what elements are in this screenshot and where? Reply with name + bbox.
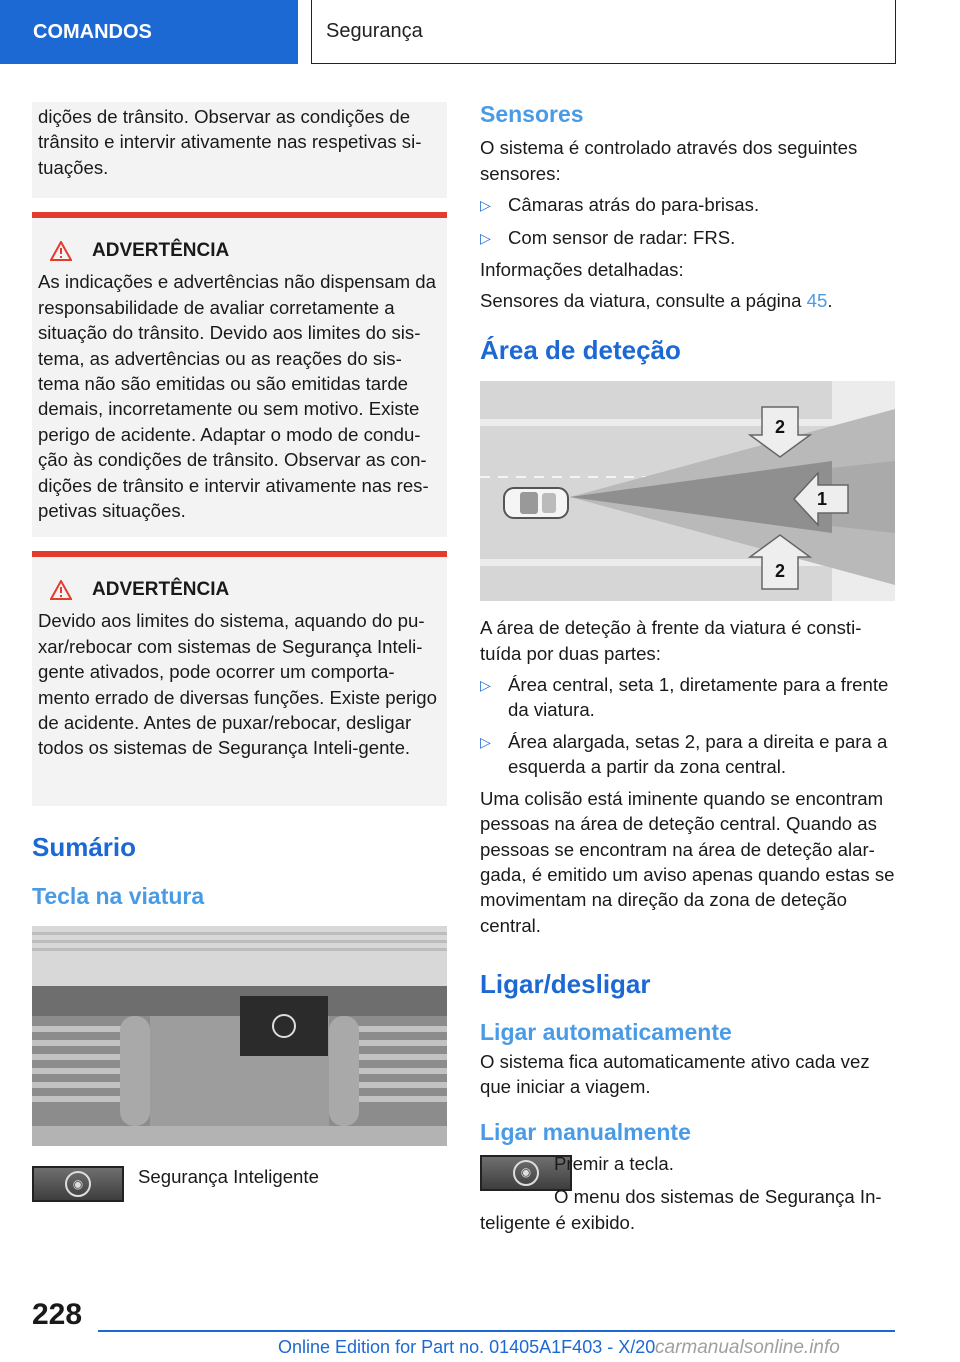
sensors-intro: O sistema é controlado através dos seguintes sensores:	[480, 137, 858, 184]
warning-title: ADVERTÊNCIA	[38, 577, 437, 602]
details-ref: Sensores da viatura, consulte a página 45.	[480, 290, 833, 312]
dashboard-illustration	[32, 926, 447, 1146]
warning-text: Devido aos limites do sistema, aquando do pu-xar/rebocar com sistemas de Segurança Inteli-gente ativados, pode ocorrer um comporta-mento errado de diversas funções. Existe perigo de acidente. Antes de puxar/rebocar, desligar todos os sistemas de Segurança Inteli-gente.	[38, 610, 437, 759]
footer-divider	[98, 1330, 895, 1332]
detection-text: Uma colisão está iminente quando se encontram pessoas na área de deteção central. Quando as pessoas se encontram na área de deteção alar-gada, é emitido um aviso apenas quando estas se movimentam na direção da zona de deteção central.	[480, 787, 895, 936]
list-item: ▷ Área central, seta 1, diretamente para a frente da viatura.	[480, 672, 896, 723]
manual-step-2: O menu dos sistemas de Segurança In-teligente é exibido.	[480, 1186, 882, 1234]
section-tab	[0, 0, 298, 64]
manual-step-1: Premir a tecla.	[554, 1153, 674, 1175]
section-title: COMANDOS	[33, 20, 152, 43]
warning-box-2	[32, 551, 447, 806]
detection-intro: A área de deteção à frente da viatura é consti-tuída por duas partes:	[480, 617, 862, 664]
auto-text: O sistema fica automaticamente ativo cada vez que iniciar a viagem.	[480, 1050, 870, 1098]
car-safety-icon: ◉	[65, 1171, 91, 1197]
button-caption: Segurança Inteligente	[138, 1166, 319, 1187]
chapter-title: Segurança	[326, 20, 423, 42]
manual-heading: Ligar manualmente	[480, 1118, 691, 1145]
edition-text: Online Edition for Part no. 01405A1F403 - X/20	[278, 1337, 656, 1357]
detection-diagram	[480, 381, 895, 601]
intelligent-safety-button[interactable]	[32, 1166, 124, 1202]
diagram-label: 2	[774, 561, 786, 582]
bullet-triangle-icon: ▷	[480, 677, 491, 694]
car-icon	[504, 488, 568, 518]
chapter-tab	[311, 0, 896, 64]
watermark: carmanualsonline.info	[655, 1337, 840, 1358]
details-label: Informações detalhadas:	[480, 259, 684, 281]
warning-triangle-icon	[50, 580, 72, 600]
warning-title: ADVERTÊNCIA	[38, 238, 437, 263]
list-item: ▷ Área alargada, setas 2, para a direita e para a esquerda a partir da zona central.	[480, 729, 896, 780]
diagram-label: 2	[774, 417, 786, 438]
intro-box	[32, 102, 447, 198]
bullet-triangle-icon: ▷	[480, 197, 491, 214]
diagram-label: 1	[816, 489, 828, 510]
onoff-heading: Ligar/desligar	[480, 969, 651, 1000]
warning-box-1	[32, 212, 447, 537]
auto-heading: Ligar automaticamente	[480, 1018, 732, 1045]
warning-triangle-icon	[50, 241, 72, 261]
bullet-triangle-icon: ▷	[480, 229, 491, 246]
list-item: ▷ Com sensor de radar: FRS.	[480, 225, 896, 251]
car-safety-icon: ◉	[513, 1160, 539, 1186]
intro-text: dições de trânsito. Observar as condições de trânsito e intervir ativamente nas respetivas si-tuações.	[38, 106, 422, 178]
dashboard-photo	[32, 926, 447, 1146]
right-column	[480, 101, 896, 1234]
detection-heading: Área de deteção	[480, 334, 681, 365]
list-item: ▷ Câmaras atrás do para-brisas.	[480, 192, 896, 218]
page-link[interactable]: 45	[806, 290, 828, 312]
button-legend	[32, 1166, 447, 1202]
summary-heading: Sumário	[32, 832, 137, 862]
bullet-triangle-icon: ▷	[480, 733, 491, 750]
warning-text: As indicações e advertências não dispensam da responsabilidade de avaliar corretamente a situação do trânsito. Devido aos limites do sis-tema, as advertências ou as reações do sis-tema não são emitidas ou são emitidas tarde demais, incorretamente ou sem motivo. Existe perigo de acidente. Adaptar o modo de condu-ção às condições de trânsito. Observar as con-dições de trânsito e intervir ativamente nas res-petivas situações.	[38, 271, 436, 522]
sensors-heading: Sensores	[480, 101, 584, 127]
manual-step	[480, 1151, 896, 1234]
left-column	[32, 102, 447, 1202]
key-heading: Tecla na viatura	[32, 883, 205, 909]
page-number: 228	[32, 1298, 83, 1331]
